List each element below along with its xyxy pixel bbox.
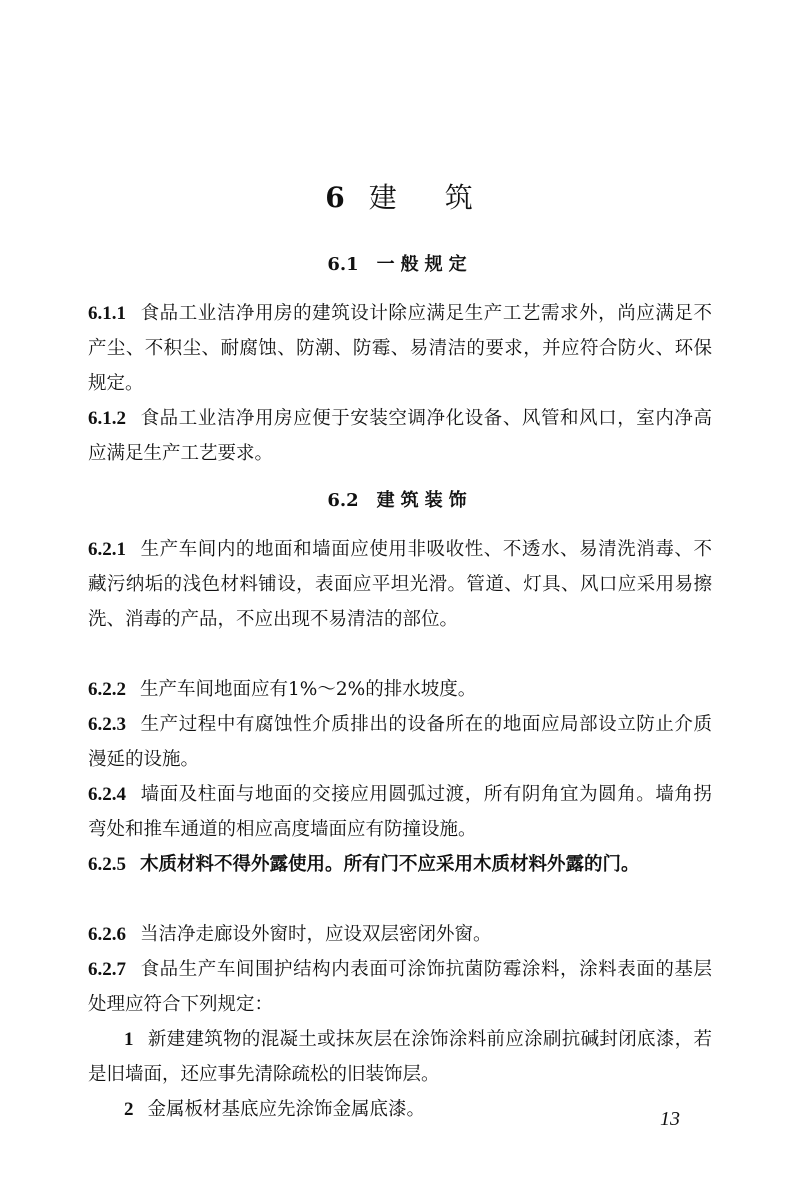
section-title-6-2: [0, 486, 800, 512]
clause-text: 生产车间内的地面和墙面应使用非吸收性、不透水、易清洗消毒、不藏污纳垢的浅色材料铺设，表面应平坦光滑。管道、灯具、风口应采用易擦洗、消毒的产品，不应出现不易清洁的部位。: [88, 539, 712, 630]
clause-6-1-2: [88, 401, 712, 471]
item-number: 2: [124, 1099, 134, 1120]
clause-text: 木质材料不得外露使用。所有门不应采用木质材料外露的门。: [140, 854, 640, 875]
clause-6-2-3: [88, 707, 712, 777]
chapter-title: [0, 176, 800, 216]
clause-number: 6.2.1: [88, 539, 126, 560]
clause-number: 6.1.1: [88, 303, 126, 324]
clause-number: 6.2.6: [88, 924, 126, 945]
list-item-1: [88, 1022, 712, 1092]
item-number: 1: [124, 1029, 134, 1050]
clause-6-2-6: [88, 917, 712, 952]
section-title-6-1: [0, 250, 800, 276]
clause-text: 食品生产车间围护结构内表面可涂饰抗菌防霉涂料，涂料表面的基层处理应符合下列规定：: [88, 959, 712, 1015]
clause-text: 当洁净走廊设外窗时，应设双层密闭外窗。: [140, 924, 492, 945]
clause-text: 生产车间地面应有1%～2%的排水坡度。: [140, 679, 477, 700]
clause-6-2-7: [88, 952, 712, 1022]
clause-6-2-5: [88, 847, 712, 882]
clause-6-2-4: [88, 777, 712, 847]
clause-text: 食品工业洁净用房应便于安装空调净化设备、风管和风口，室内净高应满足生产工艺要求。: [88, 408, 712, 464]
item-text: 新建建筑物的混凝土或抹灰层在涂饰涂料前应涂刷抗碱封闭底漆，若是旧墙面，还应事先清除疏松的旧装饰层。: [88, 1029, 712, 1085]
section-number: 6.1: [327, 254, 359, 275]
clause-text: 墙面及柱面与地面的交接应用圆弧过渡，所有阴角宜为圆角。墙角拐弯处和推车通道的相应高度墙面应有防撞设施。: [88, 784, 712, 840]
clause-number: 6.2.2: [88, 679, 126, 700]
chapter-title-char-2: 筑: [444, 181, 475, 214]
clause-number: 6.2.3: [88, 714, 126, 735]
chapter-number: 6: [325, 181, 347, 214]
clause-6-2-1: [88, 532, 712, 637]
item-text: 金属板材基底应先涂饰金属底漆。: [147, 1099, 426, 1120]
page-number: 13: [660, 1108, 680, 1130]
clause-number: 6.2.7: [88, 959, 126, 980]
clause-number: 6.2.4: [88, 784, 126, 805]
section-heading: 一般规定: [376, 254, 473, 275]
clause-6-1-1: [88, 296, 712, 401]
chapter-title-char-1: 建: [368, 181, 399, 214]
clause-text: 生产过程中有腐蚀性介质排出的设备所在的地面应局部设立防止介质漫延的设施。: [88, 714, 712, 770]
clause-number: 6.2.5: [88, 854, 126, 875]
clause-number: 6.1.2: [88, 408, 126, 429]
list-item-2: [88, 1092, 712, 1127]
section-heading: 建筑装饰: [376, 490, 473, 511]
clause-text: 食品工业洁净用房的建筑设计除应满足生产工艺需求外，尚应满足不产尘、不积尘、耐腐蚀、防潮、防霉、易清洁的要求，并应符合防火、环保规定。: [88, 303, 712, 394]
section-number: 6.2: [327, 490, 359, 511]
clause-6-2-2: [88, 672, 712, 707]
